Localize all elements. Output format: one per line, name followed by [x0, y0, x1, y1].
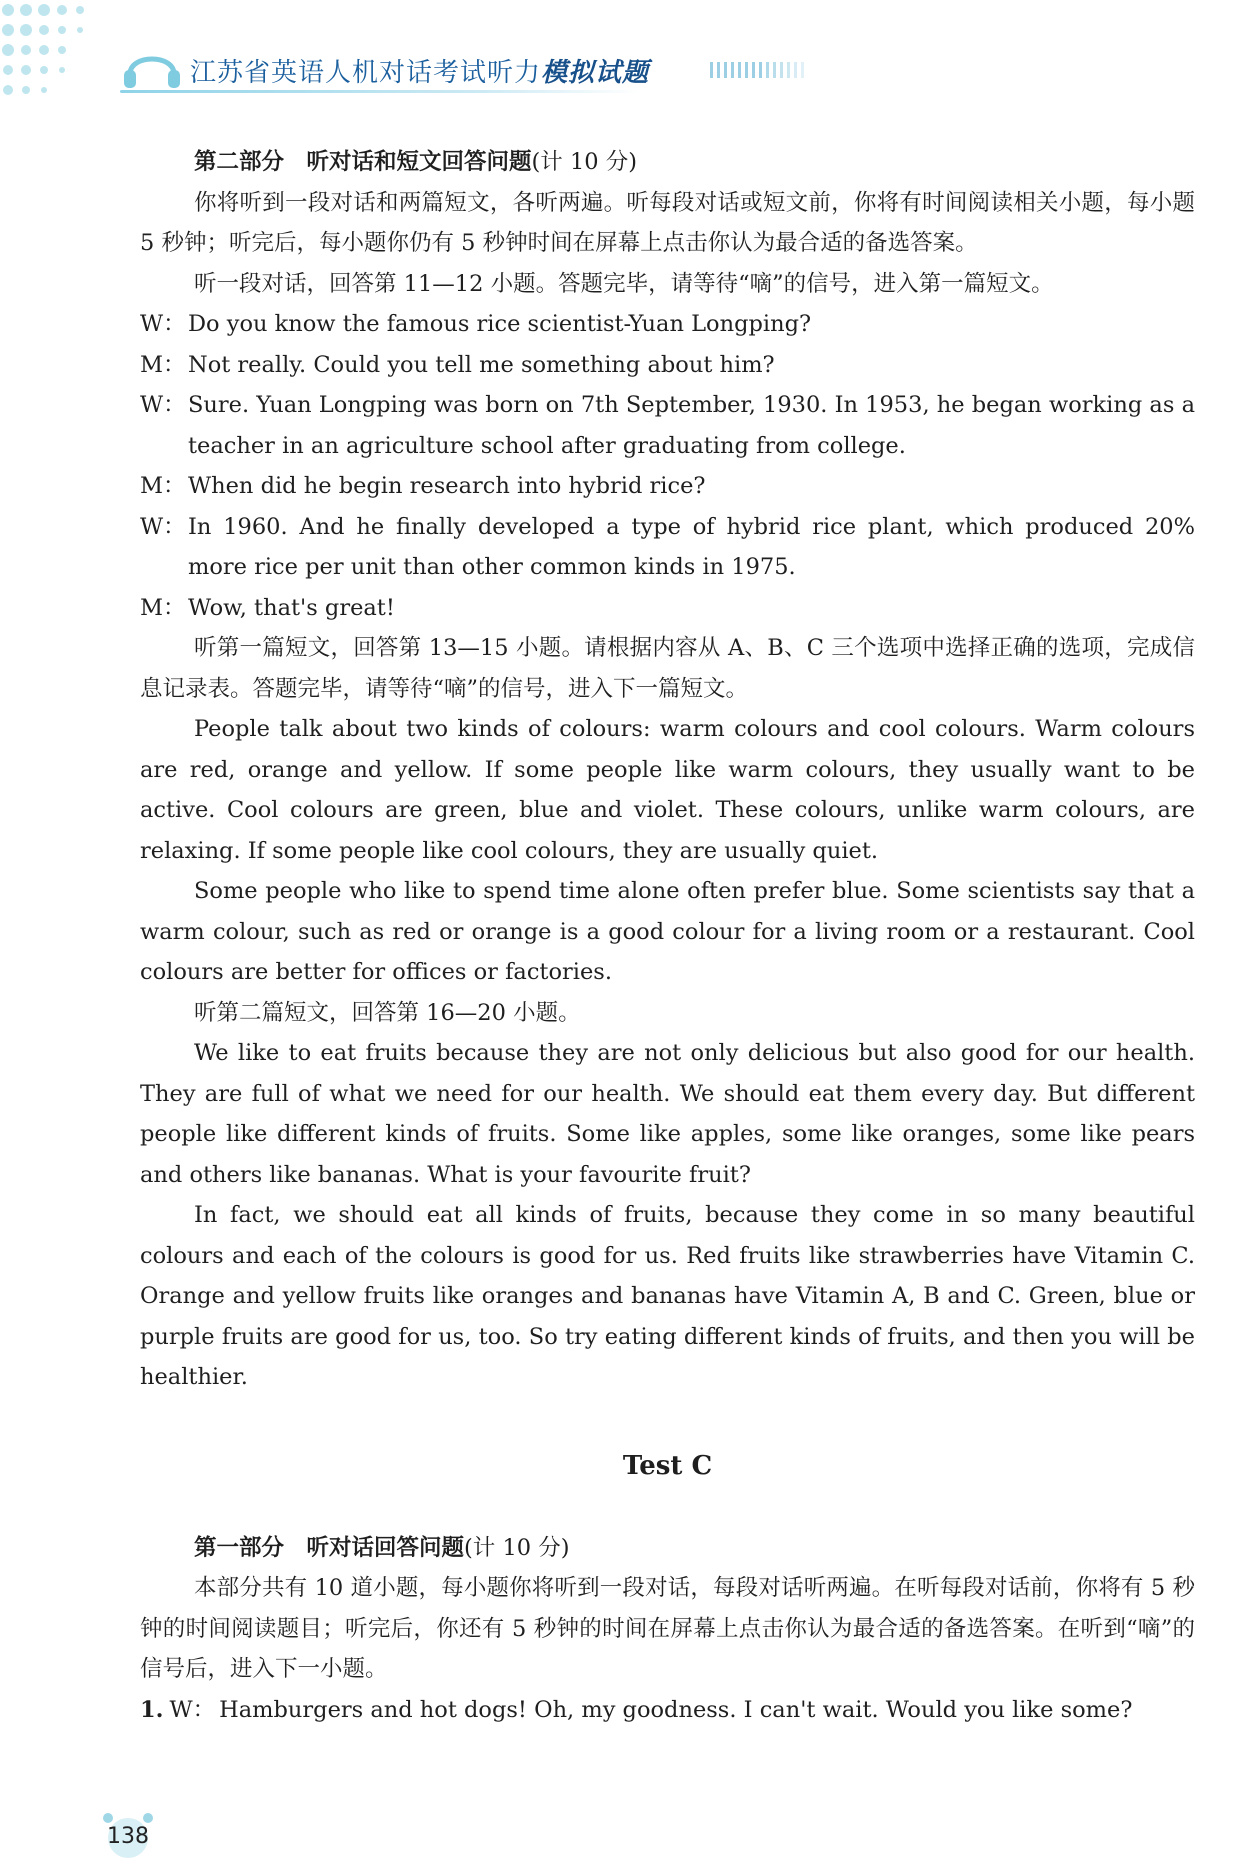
dialogue-text: When did he begin research into hybrid rice?: [188, 473, 706, 499]
passage2-intro: 听第二篇短文，回答第 16—20 小题。: [194, 999, 581, 1026]
dialogue-intro: 听一段对话，回答第 11—12 小题。答题完毕，请等待“嘀”的信号，进入第一篇短文。: [194, 270, 1054, 297]
dialogue-text: Sure. Yuan Longping was born on 7th September, 1930. In 1953, he began working as a teacher in an agriculture school after graduating from college.: [188, 392, 1195, 459]
passage2-paragraph: In fact, we should eat all kinds of fruits, because they come in so many beautiful colours and each of the colours is good for us. Red fruits like strawberries have Vitamin C. Orange and yellow fruits like oranges and bananas have Vitamin A, B and C. Green, blue or purple fruits are good for us, too. So try eating different kinds of fruits, and then you will be healthier.: [140, 1202, 1195, 1390]
header-title: [190, 52, 649, 89]
passage2-paragraph: We like to eat fruits because they are not only delicious but also good for our health. They are full of what we need for our health. We should eat them every day. But different people like different kinds of fruits. Some like apples, some like oranges, some like pears and others like bananas. What is your favourite fruit?: [140, 1040, 1195, 1188]
page-number: 138: [107, 1824, 149, 1849]
dialogue-text: In 1960. And he finally developed a type of hybrid rice plant, which produced 20% more rice per unit than other common kinds in 1975.: [188, 513, 1195, 580]
page-number-badge: [100, 1810, 160, 1860]
part2-instructions: 你将听到一段对话和两篇短文，各听两遍。听每段对话或短文前，你将有时间阅读相关小题，每小题 5 秒钟；听完后，每小题你仍有 5 秒钟时间在屏幕上点击你认为最合适的备选答案。: [140, 189, 1195, 256]
dialogue-line: [140, 507, 1195, 588]
header-stripe-decoration: [710, 62, 820, 78]
passage1-paragraph: Some people who like to spend time alone often prefer blue. Some scientists say that a warm colour, such as red or orange is a good colour for a living room or a restaurant. Cool colours are better for offices or factories.: [140, 878, 1195, 985]
speaker-label: W：: [169, 1696, 216, 1723]
test-c-title: Test C: [622, 1450, 713, 1481]
speaker-label: W：: [140, 392, 186, 418]
speaker-label: W：: [140, 513, 186, 540]
speaker-label: M：: [140, 351, 186, 378]
dialogue-line: [140, 588, 1195, 629]
dialogue-line: [140, 385, 1195, 466]
dialogue: [140, 304, 1195, 628]
corner-dot-pattern: [0, 0, 110, 110]
part2-heading-text: 第二部分 听对话和短文回答问题: [194, 149, 532, 175]
header-title-emphasis: 模拟试题: [541, 58, 650, 88]
page-content: [140, 142, 1195, 1730]
speaker-label: W：: [140, 311, 186, 337]
header-title-prefix: 江苏省英语人机对话考试听力: [190, 58, 542, 88]
dialogue-line: [140, 466, 1195, 507]
speaker-label: M：: [140, 473, 186, 499]
part2-heading: [140, 142, 1195, 183]
speaker-label: M：: [140, 594, 186, 621]
dialogue-text: Wow, that's great!: [188, 594, 395, 621]
question-number: 1.: [140, 1696, 164, 1723]
dialogue-line: [140, 345, 1195, 386]
part2-score: (计 10 分): [531, 149, 638, 175]
dialogue-line: [140, 304, 1195, 345]
test-c-part1-score: (计 10 分): [464, 1534, 570, 1561]
test-c-part1-heading-text: 第一部分 听对话回答问题: [194, 1534, 465, 1561]
passage1-paragraph: People talk about two kinds of colours: warm colours and cool colours. Warm colours are red, orange and yellow. If some people like warm colours, they usually want to be active. Cool colours are green, blue and violet. These colours, unlike warm colours, are relaxing. If some people like cool colours, they are usually quiet.: [140, 716, 1195, 864]
header-underline: [120, 90, 640, 93]
question-1: [140, 1690, 1195, 1731]
page-header: [120, 40, 880, 100]
test-c-instructions: 本部分共有 10 道小题，每小题你将听到一段对话，每段对话听两遍。在听每段对话前，你将有 5 秒钟的时间阅读题目；听完后，你还有 5 秒钟的时间在屏幕上点击你认为最合适的备选答案。在听到“嘀”的信号后，进入下一小题。: [140, 1575, 1195, 1682]
passage1-intro: 听第一篇短文，回答第 13—15 小题。请根据内容从 A、B、C 三个选项中选择正确的选项，完成信息记录表。答题完毕，请等待“嘀”的信号，进入下一篇短文。: [140, 635, 1195, 702]
question-text: Hamburgers and hot dogs! Oh, my goodness. I can't wait. Would you like some?: [219, 1696, 1133, 1723]
dialogue-text: Do you know the famous rice scientist-Yuan Longping?: [188, 311, 812, 337]
test-c-part1-heading: [140, 1528, 1195, 1569]
headphone-icon: [120, 40, 184, 96]
dialogue-text: Not really. Could you tell me something about him?: [188, 351, 775, 378]
